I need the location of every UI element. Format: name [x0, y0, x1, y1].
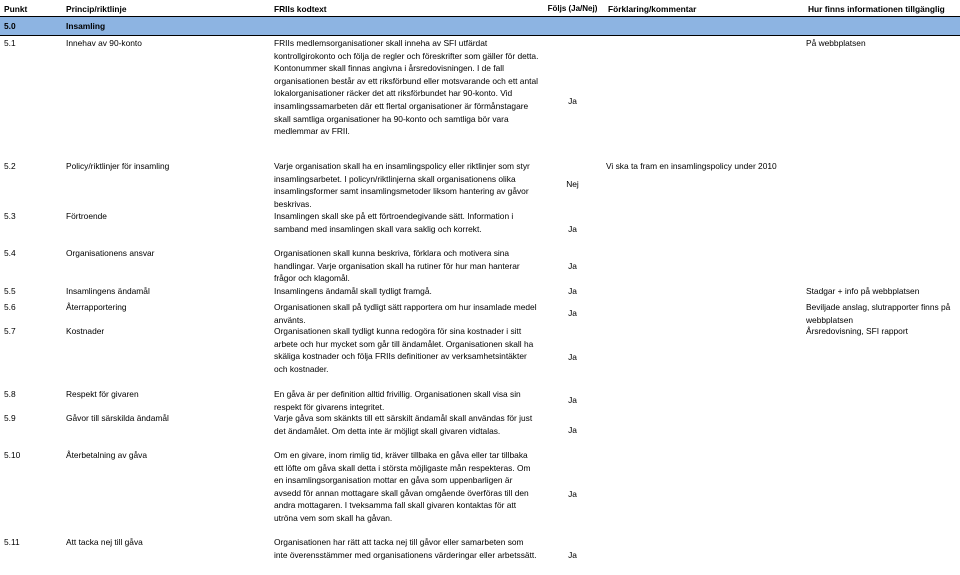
row-comment — [604, 448, 804, 540]
row-principle: Förtroende — [66, 211, 107, 221]
row-info: Stadgar + info på webbplatsen — [806, 286, 920, 296]
row-info — [804, 209, 960, 249]
row-number: 5.10 — [4, 450, 21, 460]
table-row — [0, 284, 960, 298]
header-row — [0, 0, 960, 16]
table-row — [0, 159, 960, 210]
table-row — [0, 246, 960, 286]
row-follows: Ja — [568, 549, 577, 560]
row-number: 5.3 — [4, 211, 16, 221]
row-comment — [604, 324, 804, 390]
row-principle: Gåvor till särskilda ändamål — [66, 413, 169, 423]
row-follows: Ja — [568, 95, 577, 106]
row-text: Organisationen skall på tydligt sätt rapportera om hur insamlade medel använts. — [274, 302, 537, 325]
row-info — [804, 448, 960, 540]
row-principle: Respekt för givaren — [66, 389, 139, 399]
row-principle: Återbetalning av gåva — [66, 450, 148, 460]
row-info — [804, 159, 960, 210]
row-number: 5.8 — [4, 389, 16, 399]
row-comment: Vi ska ta fram en insamlingspolicy under 2010 — [606, 161, 777, 171]
header-requirement: FRIIs kodtext — [274, 4, 327, 14]
row-number: 5.2 — [4, 161, 16, 171]
row-comment — [604, 535, 804, 575]
row-number: 5.4 — [4, 248, 16, 258]
row-text: Om en givare, inom rimlig tid, kräver tillbaka en gåva eller tar tillbaka ett löfte om gåva skall detta i största möjligaste mån respekteras. Om en insamlingsorganisation mottar en gåva som uppenbarligen är avsedd för annan mottagare skall gåvan omgående överföras till den andra mottagaren. I tveksamma fall skall givaren kontaktas för att utröna vem som skall ha gåvan. — [274, 450, 531, 523]
row-principle: Återrapportering — [66, 302, 127, 312]
row-principle: Kostnader — [66, 326, 105, 336]
row-principle: Att tacka nej till gåva — [66, 537, 143, 547]
row-follows: Ja — [568, 285, 577, 296]
row-text: Insamlingen skall ske på ett förtroendegivande sätt. Information i samband med insamlingen skall vara saklig och korrekt. — [274, 211, 514, 234]
table-row — [0, 535, 960, 575]
table-row — [0, 324, 960, 390]
row-number: 5.7 — [4, 326, 16, 336]
row-follows: Ja — [568, 488, 577, 499]
row-follows: Ja — [568, 307, 577, 318]
row-follows: Ja — [568, 223, 577, 234]
row-info: På webbplatsen — [806, 38, 866, 48]
table-row — [0, 387, 960, 413]
header-comment: Förklaring/kommentar — [608, 4, 697, 14]
table-row — [0, 448, 960, 540]
row-follows: Ja — [568, 424, 577, 435]
row-follows: Ja — [568, 351, 577, 362]
section-title: Insamling — [66, 21, 106, 31]
row-comment — [604, 300, 804, 326]
row-comment — [604, 411, 804, 449]
row-info: Årsredovisning, SFI rapport — [806, 326, 908, 336]
row-comment — [604, 36, 804, 166]
row-info — [804, 535, 960, 575]
row-info — [804, 387, 960, 413]
row-principle: Insamlingens ändamål — [66, 286, 150, 296]
row-principle: Innehav av 90-konto — [66, 38, 142, 48]
row-text: Organisationen skall tydligt kunna redogöra för sina kostnader i sitt arbete och hur mycket som går till ändamålet. Organisationen skall ha skäliga kostnader och följa FRIIs definitioner av verksamhetsintäkter och kostnader. — [274, 326, 534, 374]
row-comment — [604, 284, 804, 298]
header-info: Hur finns informationen tillgänglig — [808, 4, 945, 14]
header-punkt: Punkt — [4, 4, 28, 14]
section-number: 5.0 — [4, 21, 16, 31]
header-follows: Följs (Ja/Nej) — [547, 4, 598, 13]
row-text: Organisationen skall kunna beskriva, förklara och motivera sina handlingar. Varje organisation skall ha rutiner för hur man hanterar frågor och klagomål. — [274, 248, 520, 284]
row-follows: Nej — [566, 178, 579, 189]
row-principle: Policy/riktlinjer för insamling — [66, 161, 170, 171]
row-text: FRIIs medlemsorganisationer skall inneha av SFI utfärdat kontrollgirokonto och följa de regler och föreskrifter som gäller för detta. Kontonummer skall finnas angivna i årsredovisningen. I de fall organisationen består av ett riksförbund eller motsvarande och ett antal lokalorganisationer räcker det att riksförbundet har 90-konto. Vid insamlingssamarbeten där ett flertal organisationer är förmånstagare skall samtliga organisationer ha 90-konto och samtliga bör vara medlemmar av FRII. — [274, 38, 539, 137]
row-principle: Organisationens ansvar — [66, 248, 155, 258]
table-row — [0, 36, 960, 166]
row-number: 5.5 — [4, 286, 16, 296]
row-text: Varje gåva som skänkts till ett särskilt ändamål skall användas för just det ändamålet. Om detta inte är möjligt skall givaren vidtalas. — [274, 413, 533, 436]
row-text: Organisationen har rätt att tacka nej till gåvor eller samarbeten som inte överensstämmer med organisationens värderingar eller arbetssätt. — [274, 537, 537, 560]
row-number: 5.9 — [4, 413, 16, 423]
row-follows: Ja — [568, 394, 577, 405]
table-row — [0, 209, 960, 249]
table-row — [0, 411, 960, 449]
row-info: Beviljade anslag, slutrapporter finns på webbplatsen — [806, 302, 951, 325]
row-follows: Ja — [568, 260, 577, 271]
row-info — [804, 246, 960, 286]
row-text: En gåva är per definition alltid frivillig. Organisationen skall visa sin respekt för givarens integritet. — [274, 389, 521, 412]
table-row — [0, 300, 960, 326]
row-info — [804, 411, 960, 449]
row-comment — [604, 387, 804, 413]
header-principle: Princip/riktlinje — [66, 4, 127, 14]
row-comment — [604, 246, 804, 286]
section-row — [0, 16, 960, 36]
row-number: 5.11 — [4, 537, 20, 547]
row-comment — [604, 209, 804, 249]
row-text: Varje organisation skall ha en insamlingspolicy eller riktlinjer som styr insamlingsarbetet. I policyn/riktlinjerna skall organisationens olika insamlingsformer samt insamlingsmetoder liksom hantering av gåvor beskrivas. — [274, 161, 530, 209]
row-number: 5.6 — [4, 302, 16, 312]
row-number: 5.1 — [4, 38, 16, 48]
row-text: Insamlingens ändamål skall tydligt framgå. — [274, 286, 432, 296]
